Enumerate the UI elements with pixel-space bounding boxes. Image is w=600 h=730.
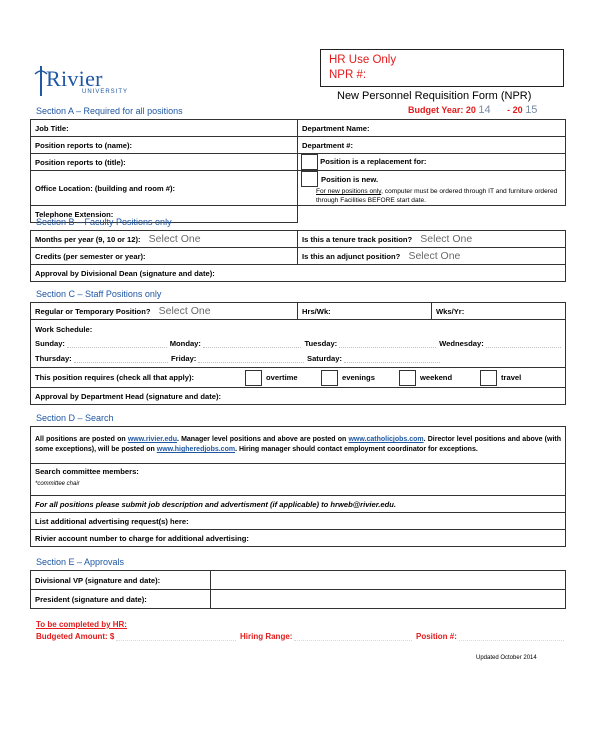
adjunct-label: Is this an adjunct position?: [302, 252, 401, 261]
friday-label: Friday:: [171, 353, 197, 363]
replacement-cell: [298, 154, 566, 171]
requirements-cell: [31, 368, 566, 388]
evenings-label: evenings: [342, 373, 375, 382]
budget-year-start-field[interactable]: 14: [478, 104, 491, 116]
posting-info-cell: [31, 427, 566, 464]
empty-cell: [298, 206, 566, 223]
office-location-field[interactable]: [31, 171, 298, 206]
budgeted-amount-field[interactable]: [36, 632, 236, 641]
additional-advertising-label: List additional advertising request(s) here:: [35, 516, 189, 526]
budget-year: [408, 104, 537, 116]
new-position-note: [300, 187, 563, 205]
job-title-field[interactable]: [31, 120, 298, 137]
section-e-table: [30, 570, 566, 609]
department-number-field[interactable]: [298, 137, 566, 154]
office-location-label: Office Location: (building and room #):: [35, 183, 176, 193]
regular-temporary-label: Regular or Temporary Position?: [35, 307, 151, 316]
dean-approval-label: Approval by Divisional Dean (signature and date):: [35, 268, 215, 278]
account-number-field[interactable]: [31, 530, 566, 547]
reports-to-title-field[interactable]: [31, 154, 298, 171]
monday-field[interactable]: [170, 339, 302, 348]
friday-field[interactable]: [171, 354, 304, 363]
saturday-field[interactable]: [307, 354, 440, 363]
search-committee-label: Search committee members:: [35, 467, 139, 476]
months-per-year-label: Months per year (9, 10 or 12):: [35, 235, 141, 244]
updated-date: Updated October 2014: [476, 655, 537, 661]
regular-temporary-select[interactable]: Select One: [158, 305, 211, 317]
travel-label: travel: [501, 373, 522, 382]
hr-use-only-box: [320, 49, 564, 87]
tenure-track-field[interactable]: [298, 231, 566, 248]
hours-per-week-label: Hrs/Wk:: [302, 306, 331, 316]
posting-text-4: . Hiring manager should contact employment coordinator for exceptions.: [235, 446, 478, 453]
section-e-title: Section E – Approvals: [36, 557, 125, 567]
reports-to-name-field[interactable]: [31, 137, 298, 154]
form-title: New Personnel Requisition Form (NPR): [337, 90, 532, 102]
reports-to-name-label: Position reports to (name):: [35, 140, 133, 150]
section-b-table: [30, 230, 566, 282]
tuesday-label: Tuesday:: [304, 338, 338, 348]
new-position-cell: [298, 171, 566, 206]
department-name-label: Department Name:: [302, 123, 370, 133]
weeks-per-year-field[interactable]: [432, 303, 566, 320]
hours-per-week-field[interactable]: [298, 303, 432, 320]
work-schedule-cell: [31, 320, 566, 368]
higheredjobs-link[interactable]: www.higheredjobs.com: [156, 446, 236, 453]
tuesday-line: [339, 339, 436, 348]
overtime-label: overtime: [266, 373, 298, 382]
posting-text-1: All positions are posted on: [35, 436, 126, 443]
rivier-link[interactable]: www.rivier.edu: [127, 436, 177, 443]
budgeted-amount-line: [116, 632, 236, 641]
thursday-label: Thursday:: [35, 353, 72, 363]
account-number-label: Rivier account number to charge for additional advertising:: [35, 533, 249, 543]
tenure-track-select[interactable]: Select One: [420, 233, 473, 245]
hr-completion-heading: To be completed by HR:: [36, 620, 127, 629]
new-position-checkbox[interactable]: [301, 171, 318, 187]
sunday-label: Sunday:: [35, 338, 65, 348]
divisional-vp-signature-field[interactable]: [211, 571, 566, 590]
work-schedule-label: Work Schedule:: [35, 324, 93, 334]
posting-text-3: . Director level positions and above (with some exceptions), will be posted on: [35, 436, 562, 453]
credits-field[interactable]: [31, 248, 298, 265]
section-a-title: Section A – Required for all positions: [36, 106, 183, 116]
adjunct-field[interactable]: [298, 248, 566, 265]
wednesday-label: Wednesday:: [439, 338, 484, 348]
hiring-range-line: [294, 632, 412, 641]
replacement-checkbox[interactable]: [301, 154, 318, 170]
posting-text-2: . Manager level positions and above are posted on: [176, 436, 347, 443]
president-signature-field[interactable]: [211, 590, 566, 609]
adjunct-select[interactable]: Select One: [408, 250, 461, 262]
months-per-year-select[interactable]: Select One: [148, 233, 201, 245]
department-head-approval-field[interactable]: [31, 388, 566, 405]
regular-temporary-field[interactable]: [31, 303, 298, 320]
section-c-table: [30, 302, 566, 405]
new-position-label: Position is new.: [321, 174, 379, 184]
requirements-label: This position requires (check all that apply):: [35, 373, 195, 382]
thursday-field[interactable]: [35, 354, 168, 363]
overtime-checkbox[interactable]: [245, 370, 262, 386]
credits-label: Credits (per semester or year):: [35, 251, 146, 261]
submit-note-cell: [31, 496, 566, 513]
saturday-label: Saturday:: [307, 353, 343, 363]
section-d-table: [30, 426, 566, 547]
hiring-range-field[interactable]: [240, 632, 412, 641]
hiring-range-label: Hiring Range:: [240, 632, 293, 641]
wednesday-line: [486, 339, 561, 348]
committee-chair-note: *committee chair: [35, 481, 80, 487]
budget-year-end-field[interactable]: 15: [525, 104, 538, 116]
department-number-label: Department #:: [302, 140, 354, 150]
travel-checkbox[interactable]: [480, 370, 497, 386]
dean-approval-field[interactable]: [31, 265, 566, 282]
monday-line: [203, 339, 302, 348]
logo-subtitle: UNIVERSITY: [82, 89, 129, 95]
budget-year-dash: - 20: [507, 105, 523, 115]
evenings-checkbox[interactable]: [321, 370, 338, 386]
section-a-table: [30, 119, 566, 223]
npr-number-label: NPR #:: [329, 69, 367, 81]
sunday-line: [67, 339, 167, 348]
position-number-label: Position #:: [416, 632, 457, 641]
tuesday-field[interactable]: [304, 339, 436, 348]
president-label-cell: [31, 590, 211, 609]
search-committee-field[interactable]: [31, 464, 566, 496]
new-position-note-lead: For new positions only: [316, 188, 382, 195]
department-name-field[interactable]: [298, 120, 566, 137]
budgeted-amount-label: Budgeted Amount: $: [36, 632, 115, 641]
submit-note: For all positions please submit job description and advertisment (if applicable) to hrweb@rivier.edu.: [35, 499, 397, 509]
catholicjobs-link[interactable]: www.catholicjobs.com: [348, 436, 424, 443]
tenure-track-label: Is this a tenure track position?: [302, 235, 413, 244]
monday-label: Monday:: [169, 338, 201, 348]
weeks-per-year-label: Wks/Yr:: [436, 306, 465, 316]
additional-advertising-field[interactable]: [31, 513, 566, 530]
new-position-note-rest: , computer must be ordered through IT and furniture ordered through Facilities BEFORE start date.: [316, 188, 558, 204]
rivier-logo: [34, 64, 154, 104]
section-b-title: Section B – Faculty Positions only: [36, 217, 172, 227]
job-title-label: Job Title:: [35, 123, 69, 133]
replacement-label: Position is a replacement for:: [320, 157, 427, 166]
friday-line: [198, 354, 304, 363]
logo-name: Rivier: [46, 66, 103, 91]
thursday-line: [74, 354, 168, 363]
saturday-line: [344, 354, 440, 363]
position-number-field[interactable]: [416, 632, 564, 641]
sunday-field[interactable]: [35, 339, 167, 348]
weekend-checkbox[interactable]: [399, 370, 416, 386]
president-label: President (signature and date):: [35, 594, 147, 604]
hr-use-only-label: HR Use Only: [329, 54, 397, 66]
wednesday-field[interactable]: [439, 339, 561, 348]
section-c-title: Section C – Staff Positions only: [36, 289, 162, 299]
reports-to-title-label: Position reports to (title):: [35, 157, 126, 167]
divisional-vp-label-cell: [31, 571, 211, 590]
budget-year-label: Budget Year: 20: [408, 105, 476, 115]
telephone-extension-label: Telephone Extension:: [35, 209, 114, 219]
position-number-line: [459, 632, 564, 641]
months-per-year-field[interactable]: [31, 231, 298, 248]
section-d-title: Section D – Search: [36, 413, 114, 423]
divisional-vp-label: Divisional VP (signature and date):: [35, 575, 161, 585]
weekend-label: weekend: [420, 373, 453, 382]
department-head-approval-label: Approval by Department Head (signature and date):: [35, 391, 222, 401]
